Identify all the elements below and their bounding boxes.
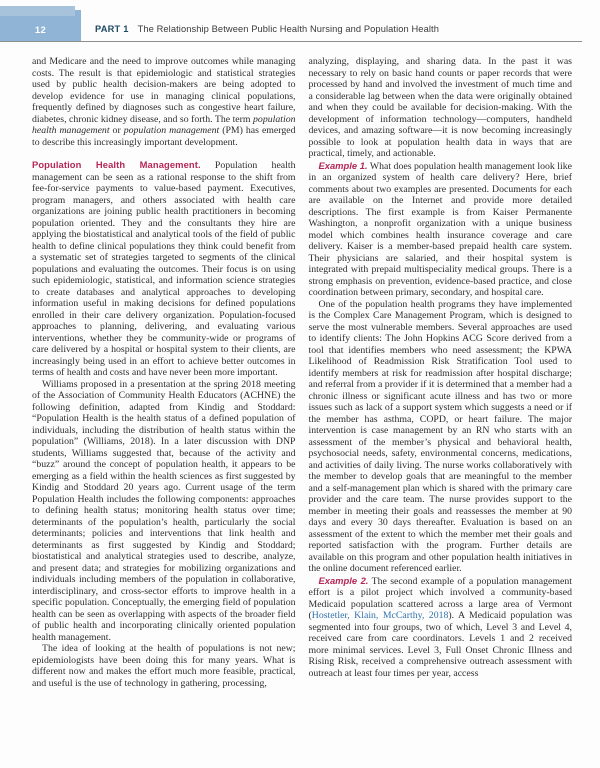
- paragraph: [32, 159, 296, 379]
- example-label: Example 2.: [318, 574, 369, 586]
- part-title: The Relationship Between Public Health Nursing and Population Health: [137, 24, 439, 34]
- paragraph: [309, 299, 573, 575]
- text-run: The second example of a population management effort is a pilot project which involved a community-based Medicaid population scattered across a large area of Vermont (: [308, 575, 572, 621]
- text-run: (PM) has emerged to describe this increasingly important development.: [32, 125, 296, 148]
- paragraph: [32, 643, 296, 689]
- italic-term: population health management: [32, 113, 296, 136]
- text-run: Population health management can be seen as a rational response to the shift from fee-for-service payments to value-based payment. Executives, program managers, and others associated with health care organizations are joining public health practitioners in becoming population oriented. They and the consultants they hire are applying the biostatistical and analytical tools of the field of public health to define clinical populations they think could benefit from a systematic set of strategies targeted to segments of the clinical populations and evaluating the outcomes. Their focus is on using such epidemiologic, statistical, and information science strategies to create databases and analytical approaches to developing information useful in making decisions for defined populations enrolled in their care delivery organization. Population-focused approaches to planning, delivering, and evaluating various interventions, whether they be community-wide or programs of care delivered by a hospital or hospital system to their clients, are increasingly being used in an effort to achieve better outcomes in terms of health and costs and have never been more important.: [32, 160, 296, 378]
- page-body: [32, 56, 572, 689]
- text-run: The idea of looking at the health of populations is not new; epidemiologists have been doing this for many years. What is different now and makes the effort much more feasible, practical, and useful is the use of technology in gathering, processing,: [32, 643, 296, 689]
- text-run: ). A Medicaid population was segmented into four groups, two of which, Level 3 and Level 4, received care from care coordinators. Levels 1 and 2 received more minimal services. Level 3, Full Onset Chronic Illness and Rising Risk, received a comprehensive outreach assessment with outreach at least four times per year, access: [308, 610, 573, 679]
- section-heading: Population Health Management.: [32, 159, 201, 170]
- paragraph: [32, 379, 296, 644]
- running-head: [95, 24, 439, 34]
- text-run: or: [109, 125, 124, 136]
- left-column: [32, 56, 296, 689]
- paragraph: [309, 56, 573, 160]
- paragraph: [309, 160, 573, 299]
- text-run: analyzing, displaying, and sharing data. In the past it was necessary to rely on basic hand counts or paper records that were processed by hand and involved the investment of much time and a considerable lag between when the data were originally obtained and when they could be available for decision-making. With the development of information technology—computers, handheld devices, and amazing software—it is now becoming increasingly possible to look at population health data in ways that are practical, timely, and actionable.: [308, 56, 572, 159]
- right-column: [309, 56, 573, 689]
- text-run: One of the population health programs they have implemented is the Complex Care Management Program, which is designed to serve the most vulnerable members. Several approaches are used to identify clients: The John Hopkins ACG Score derived from a tool that identifies members who need assessment; the KPWA Likelihood of Readmission Risk Stratification Tool used to identify members at risk for readmission after hospital discharge; and referral from a provider if it is determined that a member had a chronic illness or significant acute illness and has two or more issues such as lack of a support system which suggests a need or if the member has asthma, COPD, or heart failure. The major intervention is case management by an RN who starts with an assessment of the member’s physical and behavioral health, psychosocial needs, safety, environmental concerns, medications, and activities of daily living. The nurse works collaboratively with the member to develop goals that are meaningful to the member and a self-management plan which is shared with the primary care provider and the care team. The nurse provides support to the member in meeting their goals and reassesses the member at 90 days and every 30 days thereafter. Evaluation is based on an assessment of the extent to which the member met their goals and reported satisfaction with the program. Further details are available on this program and other population health initiatives in the online document referenced earlier.: [308, 298, 572, 574]
- text-run: What does population health management look like in an organized system of health care delivery? Here, brief comments about two examples are presented. Documents for each are available on the Internet and provide more detailed descriptions. The first example is from Kaiser Permanente Washington, a nonprofit organization with a unique business model which combines health insurance coverage and care delivery. Kaiser is a member-based prepaid health care system. Their physicians are salaried, and their hospital system is integrated with prepaid multispeciality medical groups. There is a strong emphasis on prevention, evidence-based practice, and close coordination between primary, secondary, and hospital care.: [308, 160, 572, 298]
- header-divider: [0, 41, 582, 42]
- page-number-tab: [0, 10, 81, 41]
- page-number: 12: [34, 25, 47, 36]
- text-run: and Medicare and the need to improve outcomes while managing costs. The result is that epidemiologic and statistical strategies used by public health decision-makers are being adopted to develop evidence for use in managing clinical populations, frequently defined by diagnoses such as congestive heart failure, diabetes, chronic kidney disease, and so forth. The term: [32, 56, 296, 125]
- paragraph: [32, 56, 296, 148]
- italic-term: population management: [123, 125, 220, 136]
- paragraph: [309, 575, 573, 680]
- example-label: Example 1.: [318, 159, 368, 171]
- text-run: Williams proposed in a presentation at the spring 2018 meeting of the Association of Community Health Educators (ACHNE) the following definition, adapted from Kindig and Stoddard: “Population Health is the health status of a defined population of individuals, including the distribution of health status within the population” (Williams, 2018). In a later discussion with DNP students, Williams suggested that, because of the activity and “buzz” around the concept of population health, it appears to be emerging as a field within the health sciences as first suggested by Kindig and Stoddard 20 years ago. Current usage of the term Population Health includes the following components: approaches to defining health status; monitoring health status over time; determinants of the population’s health, particularly the social determinants; policies and interventions that link health and determinants as first suggested by Kindig and Stoddard; biostatistical and analytical strategies used to describe, analyze, and present data; and strategies for mobilizing organizations and individuals including members of the population in collaborative, interdisciplinary, and cross-sector efforts to improve health in a specific population. Conceptually, the emerging field of population health can be seen as overlapping with aspects of the broader field of public health and incorporating clinically oriented population health management.: [32, 378, 296, 643]
- part-label: PART 1: [95, 24, 129, 34]
- citation-link[interactable]: Hostetler, Klain, McCarthy, 2018: [311, 610, 449, 621]
